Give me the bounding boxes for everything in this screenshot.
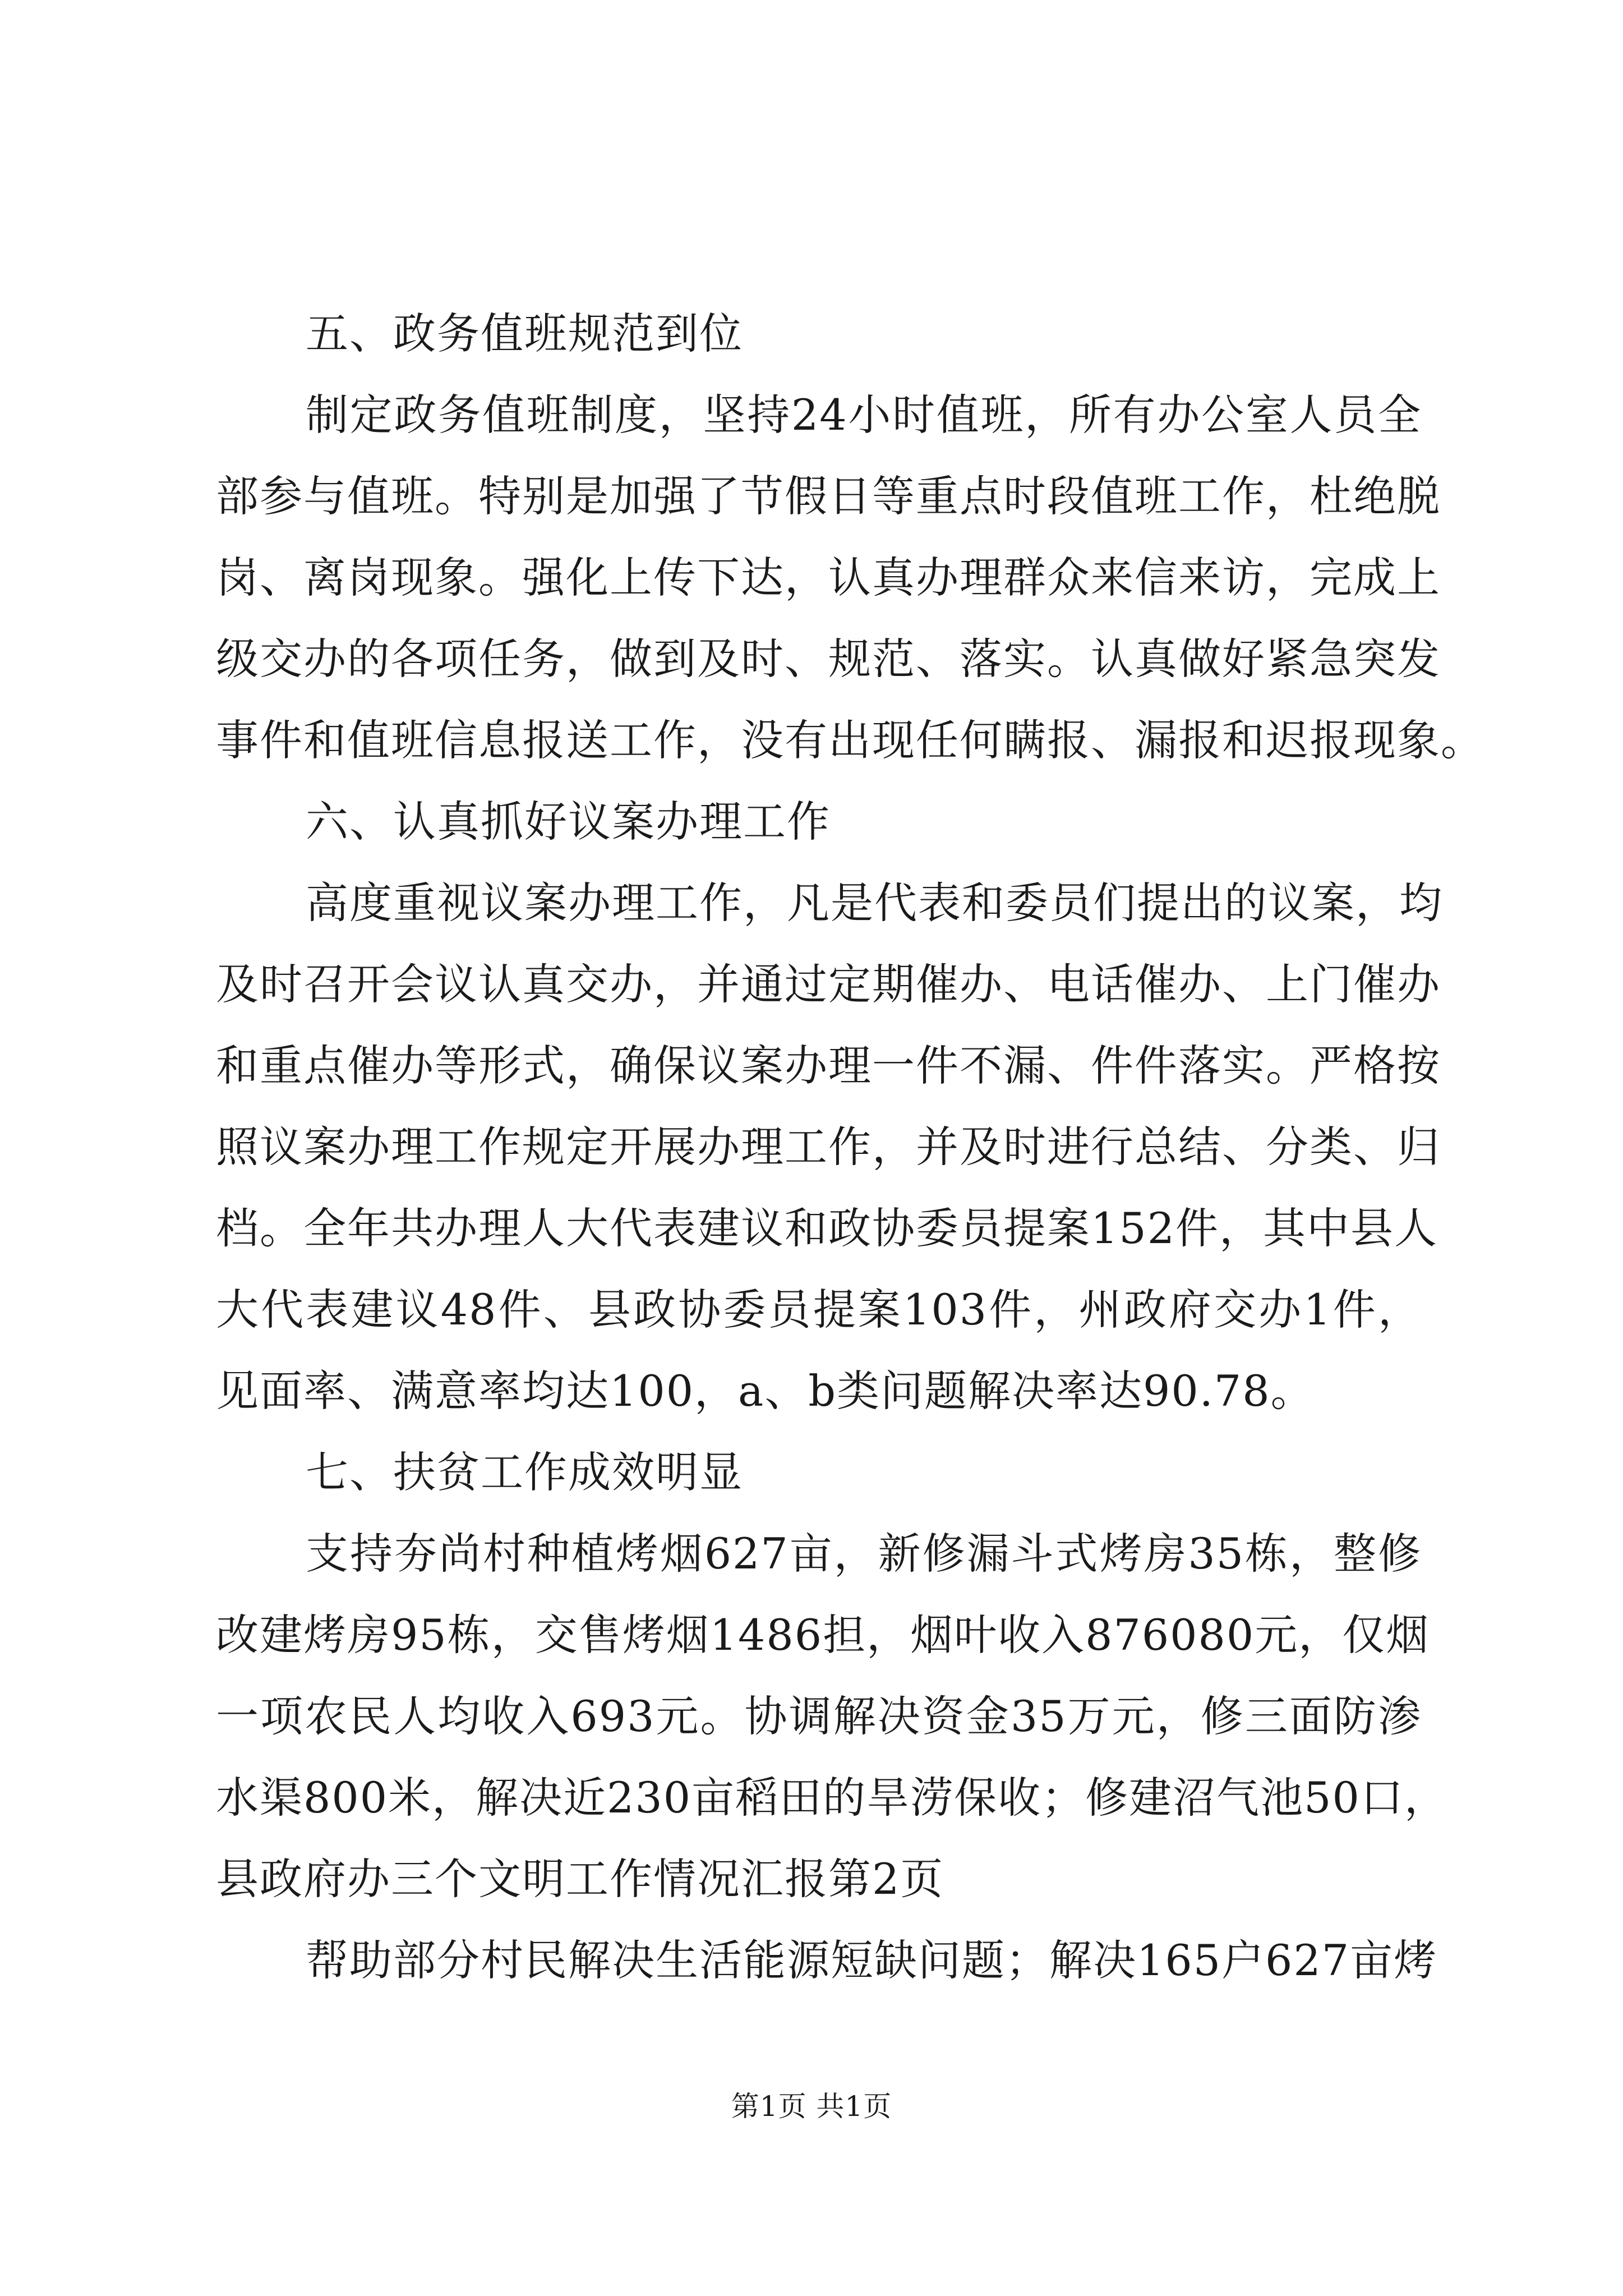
paragraph-line: 岗、离岗现象。强化上传下达，认真办理群众来信来访，完成上 — [216, 553, 1441, 602]
paragraph-line: 见面率、满意率均达100，a、b类问题解决率达90.78。 — [216, 1366, 1315, 1416]
paragraph-line: 部参与值班。特别是加强了节假日等重点时段值班工作，杜绝脱 — [216, 471, 1441, 521]
paragraph-line: 档。全年共办理人大代表建议和政协委员提案152件，其中县人 — [216, 1203, 1438, 1253]
paragraph-line: 和重点催办等形式，确保议案办理一件不漏、件件落实。严格按 — [216, 1041, 1441, 1091]
paragraph-line: 事件和值班信息报送工作，没有出现任何瞒报、漏报和迟报现象。 — [216, 715, 1484, 765]
paragraph-line: 及时召开会议认真交办，并通过定期催办、电话催办、上门催办 — [216, 959, 1441, 1009]
paragraph-line: 级交办的各项任务，做到及时、规范、落实。认真做好紧急突发 — [216, 634, 1441, 684]
page-footer: 第1页 共1页 — [731, 2090, 892, 2123]
paragraph-line: 一项农民人均收入693元。协调解决资金35万元，修三面防渗 — [216, 1691, 1422, 1741]
section-heading-5: 五、政务值班规范到位 — [306, 309, 743, 358]
document-body — [216, 293, 1484, 2001]
paragraph-line: 大代表建议48件、县政协委员提案103件，州政府交办1件， — [216, 1285, 1422, 1335]
paragraph-line: 高度重视议案办理工作，凡是代表和委员们提出的议案，均 — [306, 878, 1443, 928]
paragraph-line: 改建烤房95栋，交售烤烟1486担，烟叶收入876080元，仅烟 — [216, 1610, 1430, 1660]
paragraph-line: 水渠800米，解决近230亩稻田的旱涝保收；修建沼气池50口， — [216, 1773, 1448, 1823]
paragraph-line: 支持夯尚村种植烤烟627亩，新修漏斗式烤房35栋，整修 — [306, 1529, 1422, 1579]
running-page-header: 县政府办三个文明工作情况汇报第2页 — [216, 1854, 944, 1904]
section-heading-7: 七、扶贫工作成效明显 — [306, 1447, 743, 1497]
paragraph-line: 照议案办理工作规定开展办理工作，并及时进行总结、分类、归 — [216, 1122, 1441, 1172]
paragraph-line: 制定政务值班制度，坚持24小时值班，所有办公室人员全 — [306, 390, 1422, 440]
paragraph-line: 帮助部分村民解决生活能源短缺问题；解决165户627亩烤 — [306, 1935, 1438, 1985]
section-heading-6: 六、认真抓好议案办理工作 — [306, 797, 831, 846]
